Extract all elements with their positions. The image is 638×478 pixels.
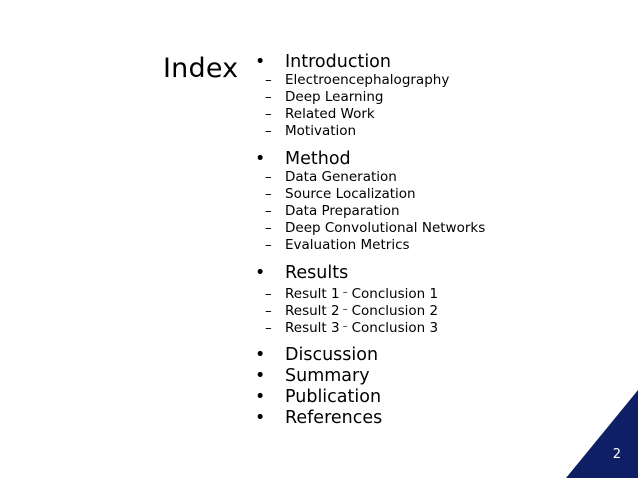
separator-dash-icon: – bbox=[342, 321, 348, 332]
sub-item-label: Motivation bbox=[285, 123, 357, 139]
dash-icon: – bbox=[265, 286, 272, 302]
result-label: Result 2 bbox=[285, 303, 340, 319]
conclusion-label: Conclusion 3 bbox=[351, 320, 439, 336]
sub-item-label: Data Preparation bbox=[285, 203, 400, 219]
section-method bbox=[255, 149, 351, 169]
section-publication bbox=[255, 387, 381, 407]
sub-item-label: Deep Learning bbox=[285, 89, 384, 105]
bullet-icon: • bbox=[255, 408, 266, 428]
section-discussion bbox=[255, 345, 378, 365]
separator-dash-icon: – bbox=[342, 287, 348, 298]
section-label: Introduction bbox=[285, 52, 391, 72]
dash-icon: – bbox=[265, 169, 272, 185]
section-results bbox=[255, 263, 348, 283]
bullet-icon: • bbox=[255, 387, 266, 407]
dash-icon: – bbox=[265, 220, 272, 236]
sub-item-label: Source Localization bbox=[285, 186, 416, 202]
sub-item bbox=[265, 72, 449, 89]
conclusion-label: Conclusion 1 bbox=[351, 286, 439, 302]
section-introduction bbox=[255, 52, 391, 72]
bullet-icon: • bbox=[255, 263, 266, 283]
dash-icon: – bbox=[265, 123, 272, 139]
section-label: Summary bbox=[285, 366, 370, 386]
separator-dash-icon: – bbox=[342, 304, 348, 315]
sub-item bbox=[265, 220, 485, 237]
conclusion-label: Conclusion 2 bbox=[351, 303, 439, 319]
sub-item-label: Evaluation Metrics bbox=[285, 237, 410, 253]
dash-icon: – bbox=[265, 186, 272, 202]
sub-item bbox=[265, 203, 400, 220]
sub-item bbox=[265, 106, 375, 123]
sub-item-label: Related Work bbox=[285, 106, 375, 122]
corner-triangle-shape bbox=[566, 390, 638, 478]
section-label: Publication bbox=[285, 387, 382, 407]
sub-item bbox=[265, 186, 416, 203]
dash-icon: – bbox=[265, 106, 272, 122]
section-references bbox=[255, 408, 382, 428]
dash-icon: – bbox=[265, 320, 272, 336]
bullet-icon: • bbox=[255, 52, 266, 72]
sub-item bbox=[265, 169, 397, 186]
corner-triangle-decoration bbox=[566, 390, 638, 478]
result-label: Result 3 bbox=[285, 320, 340, 336]
bullet-icon: • bbox=[255, 366, 266, 386]
section-label: Method bbox=[285, 149, 351, 169]
dash-icon: – bbox=[265, 89, 272, 105]
sub-item-label: Data Generation bbox=[285, 169, 397, 185]
section-summary bbox=[255, 366, 370, 386]
dash-icon: – bbox=[265, 72, 272, 88]
sub-item bbox=[265, 237, 410, 254]
sub-item-label: Deep Convolutional Networks bbox=[285, 220, 486, 236]
bullet-icon: • bbox=[255, 149, 266, 169]
section-label: Discussion bbox=[285, 345, 379, 365]
dash-icon: – bbox=[265, 303, 272, 319]
sub-item bbox=[265, 318, 438, 337]
result-label: Result 1 bbox=[285, 286, 340, 302]
section-label: References bbox=[285, 408, 383, 428]
page-number: 2 bbox=[612, 447, 621, 462]
dash-icon: – bbox=[265, 203, 272, 219]
sub-item bbox=[265, 89, 383, 106]
bullet-icon: • bbox=[255, 345, 266, 365]
dash-icon: – bbox=[265, 237, 272, 253]
section-label: Results bbox=[285, 263, 349, 283]
sub-item bbox=[265, 123, 356, 140]
sub-item-label: Electroencephalography bbox=[285, 72, 450, 88]
slide-title: Index bbox=[163, 53, 239, 84]
